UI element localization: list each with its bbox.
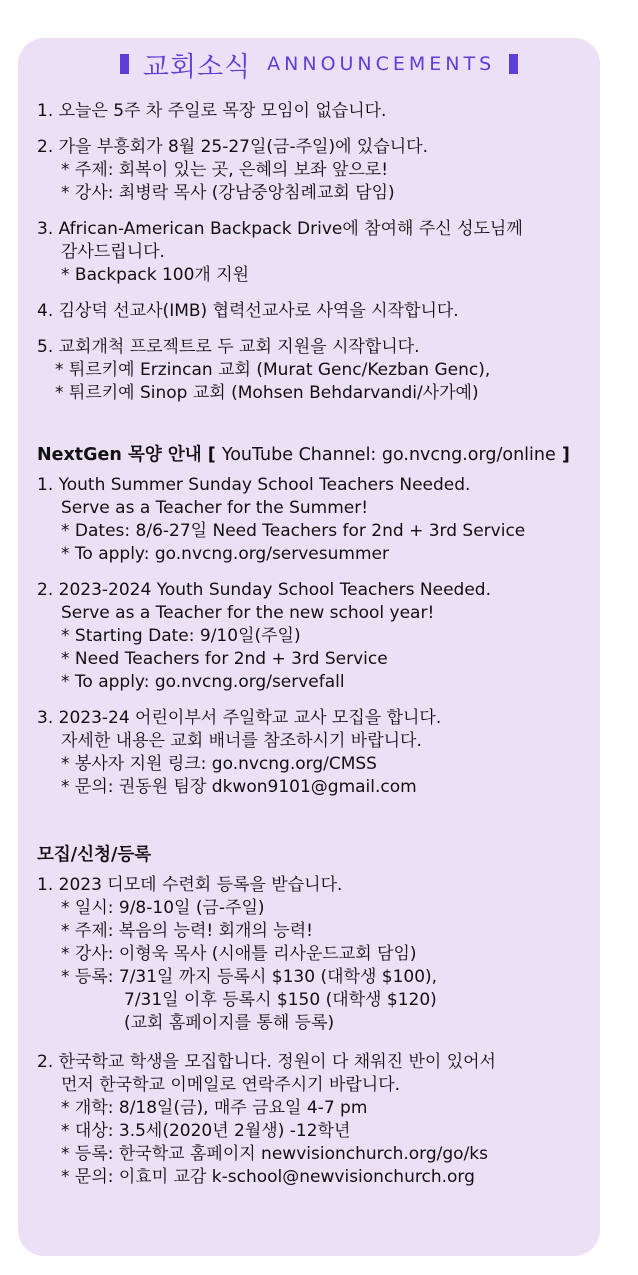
recruit-detail: * 주제: 복음의 능력! 회개의 능력! [61, 921, 313, 941]
announcement-line: 3. African-American Backpack Drive에 참여해 주신 성도님께 [37, 219, 523, 239]
nextgen-detail: * To apply: go.nvcng.org/servefall [61, 672, 345, 692]
nextgen-item-3 [37, 707, 597, 799]
announcements-content [37, 100, 597, 1202]
announcement-line: 2. 가을 부흥회가 8월 25-27일(금-주일)에 있습니다. [37, 137, 429, 157]
recruit-detail: * 대상: 3.5세(2020년 2월생) -12학년 [61, 1121, 351, 1141]
nextgen-detail: * Need Teachers for 2nd + 3rd Service [61, 649, 388, 669]
announcement-line: 5. 교회개척 프로젝트로 두 교회 지원을 시작합니다. [37, 337, 420, 357]
header-title-korean: 교회소식 [142, 51, 252, 83]
nextgen-line-continued: Serve as a Teacher for the new school year! [61, 603, 435, 623]
nextgen-line: 2. 2023-2024 Youth Sunday School Teachers Needed. [37, 580, 491, 600]
nextgen-detail: * 봉사자 지원 링크: go.nvcng.org/CMSS [61, 754, 377, 774]
announcement-line: 4. 김상덕 선교사(IMB) 협력선교사로 사역을 시작합니다. [37, 301, 459, 321]
announcement-detail: * 튀르키예 Erzincan 교회 (Murat Genc/Kezban Genc), [55, 360, 491, 380]
nextgen-line: 1. Youth Summer Sunday School Teachers Needed. [37, 475, 471, 495]
header-right-bar [509, 54, 518, 74]
nextgen-detail: * Starting Date: 9/10일(주일) [61, 626, 301, 646]
announcement-item-3 [37, 218, 597, 287]
recruit-detail: * 강사: 이형욱 목사 (시애틀 리사운드교회 담임) [61, 944, 417, 964]
nextgen-bracket-close: ] [561, 445, 570, 465]
nextgen-line: 3. 2023-24 어린이부서 주일학교 교사 모집을 합니다. [37, 708, 442, 728]
announcement-detail: * 강사: 최병락 목사 (강남중앙침례교회 담임) [61, 183, 395, 203]
nextgen-detail: * To apply: go.nvcng.org/servesummer [61, 544, 389, 564]
recruit-detail: * 개학: 8/18일(금), 매주 금요일 4-7 pm [61, 1098, 368, 1118]
nextgen-line-continued: Serve as a Teacher for the Summer! [61, 498, 369, 518]
nextgen-bracket-open: [ [207, 445, 216, 465]
recruit-item-1 [37, 874, 597, 1035]
announcement-item-5 [37, 336, 597, 405]
recruit-line: 2. 한국학교 학생을 모집합니다. 정원이 다 채워진 반이 있어서 [37, 1052, 496, 1072]
recruit-detail-continued: (교회 홈페이지를 통해 등록) [124, 1013, 335, 1033]
recruit-line-continued: 먼저 한국학교 이메일로 연락주시기 바랍니다. [61, 1075, 401, 1095]
nextgen-item-1 [37, 474, 597, 566]
recruit-detail: * 등록: 한국학교 홈페이지 newvisionchurch.org/go/ks [61, 1144, 489, 1164]
announcement-line-continued: 감사드립니다. [61, 242, 165, 262]
recruit-item-2 [37, 1051, 597, 1189]
recruit-detail: * 일시: 9/8-10일 (금-주일) [61, 898, 265, 918]
nextgen-section-title [37, 444, 597, 467]
recruit-detail: * 등록: 7/31일 까지 등록시 $130 (대학생 $100), [61, 967, 438, 987]
youtube-channel-link[interactable]: YouTube Channel: go.nvcng.org/online [221, 445, 556, 465]
header-left-bar [120, 54, 129, 74]
nextgen-detail: * Dates: 8/6-27일 Need Teachers for 2nd + 3rd Service [61, 521, 526, 541]
announcement-item-4 [37, 300, 597, 323]
header-title-english: ANNOUNCEMENTS [267, 53, 496, 75]
recruit-detail: * 문의: 이효미 교감 k-school@newvisionchurch.org [61, 1167, 475, 1187]
nextgen-item-2 [37, 579, 597, 694]
recruit-section-title: 모집/신청/등록 [37, 845, 152, 865]
nextgen-title: NextGen 목양 안내 [37, 445, 202, 465]
announcement-item-1 [37, 100, 597, 123]
announcements-header [0, 44, 638, 84]
recruit-line: 1. 2023 디모데 수련회 등록을 받습니다. [37, 875, 343, 895]
nextgen-detail: * 문의: 권동원 팀장 dkwon9101@gmail.com [61, 777, 417, 797]
nextgen-line-continued: 자세한 내용은 교회 배너를 참조하시기 바랍니다. [61, 731, 422, 751]
announcement-line: 1. 오늘은 5주 차 주일로 목장 모임이 없습니다. [37, 101, 387, 121]
announcement-detail: * Backpack 100개 지원 [61, 265, 250, 285]
recruit-detail-continued: 7/31일 이후 등록시 $150 (대학생 $120) [124, 990, 437, 1010]
announcement-detail: * 주제: 회복이 있는 곳, 은혜의 보좌 앞으로! [61, 160, 389, 180]
announcement-detail: * 튀르키예 Sinop 교회 (Mohsen Behdarvandi/사가예) [55, 383, 479, 403]
announcement-item-2 [37, 136, 597, 205]
